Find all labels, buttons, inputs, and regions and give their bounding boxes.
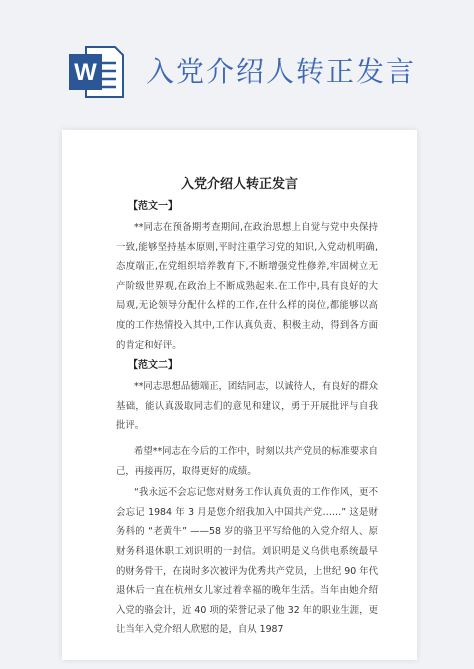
section-label-1: 【范文一】 [128, 201, 178, 212]
paragraph: **同志思想品德端正，团结同志，以诚待人，有良好的群众基础，能认真汲取同志们的意见和建议，勇于开展批评与自我批评。 [116, 381, 378, 432]
page-header [0, 0, 474, 110]
section-label-2: 【范文二】 [128, 360, 178, 372]
document-title: 入党介绍人转正发言 [180, 177, 298, 192]
paragraph: 希望**同志在今后的工作中，时刻以共产党员的标准要求自己，再接再厉，取得更好的成绩。 [116, 445, 378, 477]
document-page [62, 130, 417, 660]
document-body [116, 196, 378, 640]
logo-letter: W [74, 59, 97, 86]
header-title: 入党介绍人转正发言 [146, 55, 417, 88]
paragraph: “我永远不会忘记您对财务工作认真负责的工作作风，更不会忘记 1984 年 3 月是您介绍我加入中国共产党……” 这是财务科的 “老黄牛” ——58 岁的骆卫平写给他的入党介绍人、原财务科退休职工刘识明的一封信。刘识明是义乌供电系统最早的财务骨干，在岗时多次被评为优秀共产党员，上世纪 90 年代退休后一直在杭州女儿家过着幸福的晚年生活。当年由她介绍入党的骆会计，近 40 项的荣誉记录了他 32 年的职业生涯，更让当年入党介绍人欣慰的是，自从 1987 [116, 487, 378, 636]
paragraph: **同志在预备期考查期间,在政治思想上自觉与党中央保持一致,能够坚持基本原则,平时注重学习党的知识,入党动机明确,态度端正,在党组织培养教育下,不断增强党性修养,牢固树立无产阶级世界观,在政治上不断成熟起来.在工作中,具有良好的大局观,无论领导分配什么样的工作,在什么样的岗位,都能够以高度的工作热情投入其中,工作认真负责、积极主动，得到各方面的肯定和好评。 [116, 222, 378, 351]
word-doc-icon [68, 44, 124, 100]
